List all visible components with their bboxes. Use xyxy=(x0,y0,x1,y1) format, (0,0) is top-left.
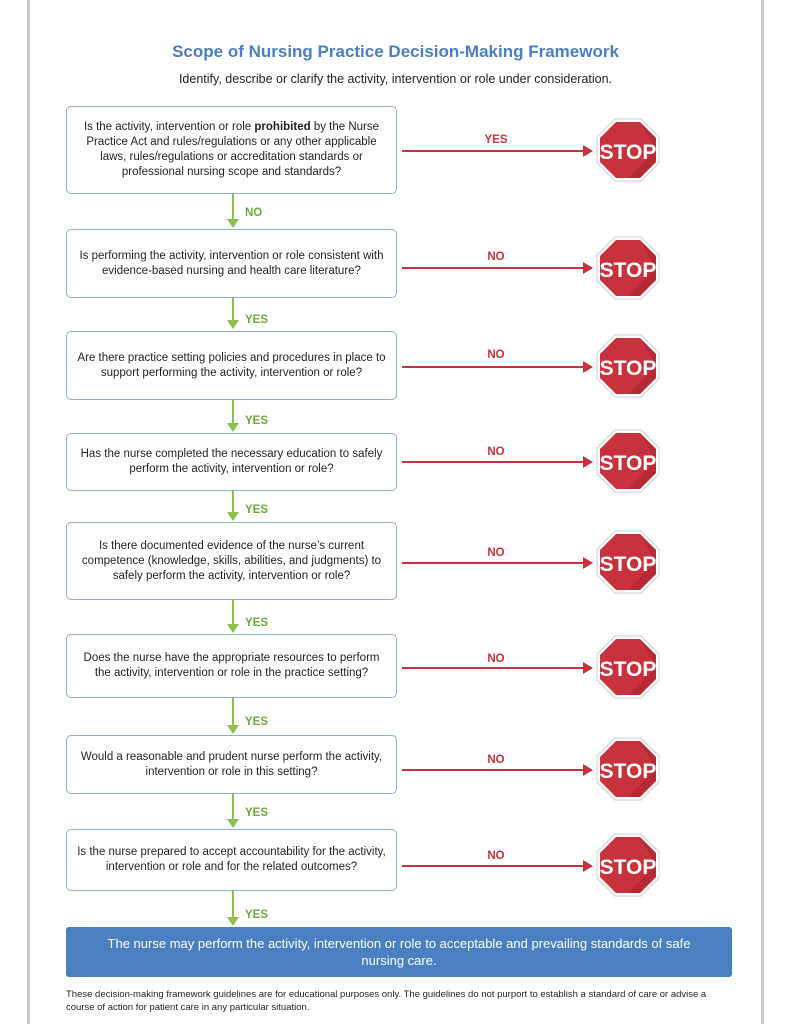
down-label-5: YES xyxy=(245,617,269,629)
down-arrow-head-3 xyxy=(227,423,239,432)
down-arrow-head-5 xyxy=(227,624,239,633)
side-label-3: NO xyxy=(487,349,505,361)
side-arrow-line-4 xyxy=(402,461,584,463)
side-label-2: NO xyxy=(487,251,505,263)
stop-sign-icon xyxy=(596,429,660,493)
disclaimer-text: These decision-making framework guidelines are for educational purposes only. The guidelines do not purport to establish a standard of care or advise a course of action for patient care in any particular situation. xyxy=(66,989,707,1013)
stop-sign-icon xyxy=(596,118,660,182)
question-box-5 xyxy=(66,522,397,600)
side-arrow-line-2 xyxy=(402,267,584,269)
stop-sign-icon xyxy=(596,530,660,594)
svg-text:STOP: STOP xyxy=(599,259,657,282)
question-box-4 xyxy=(66,433,397,491)
down-arrow-line-1 xyxy=(232,194,234,220)
stop-sign-icon xyxy=(596,236,660,300)
question-box-1 xyxy=(66,106,397,194)
side-label-6: NO xyxy=(487,653,505,665)
side-arrow-head-8 xyxy=(583,860,593,872)
question-text-1: Is the activity, intervention or role prohibited by the Nurse Practice Act and rules/regulations or any other applicable laws, rules/regulations or accreditation standards or professional nursing scope and standards? xyxy=(83,121,380,178)
page-border-left xyxy=(27,0,30,1024)
down-arrow-line-7 xyxy=(232,794,234,820)
down-arrow-line-8 xyxy=(232,891,234,918)
side-arrow-head-4 xyxy=(583,456,593,468)
down-arrow-line-5 xyxy=(232,600,234,625)
question-text-4: Has the nurse completed the necessary education to safely perform the activity, intervention or role? xyxy=(80,448,383,475)
question-box-6 xyxy=(66,634,397,698)
down-label-7: YES xyxy=(245,807,269,819)
prohibited-emphasis: prohibited xyxy=(254,121,311,133)
svg-text:STOP: STOP xyxy=(599,760,657,783)
down-arrow-line-4 xyxy=(232,491,234,513)
svg-text:STOP: STOP xyxy=(599,658,657,681)
side-label-8: NO xyxy=(487,850,505,862)
result-box xyxy=(66,927,732,977)
side-arrow-head-5 xyxy=(583,557,593,569)
down-arrow-head-6 xyxy=(227,725,239,734)
side-arrow-head-6 xyxy=(583,662,593,674)
svg-text:STOP: STOP xyxy=(599,357,657,380)
down-arrow-line-6 xyxy=(232,698,234,726)
page-subtitle: Identify, describe or clarify the activity, intervention or role under consideration. xyxy=(178,72,613,86)
side-arrow-line-5 xyxy=(402,562,584,564)
stop-sign-icon xyxy=(596,334,660,398)
question-text-5: Is there documented evidence of the nurse’s current competence (knowledge, skills, abilities, and judgments) to safely perform the activity, intervention or role? xyxy=(81,539,382,582)
question-box-3 xyxy=(66,331,397,400)
side-label-4: NO xyxy=(487,446,505,458)
question-box-2 xyxy=(66,229,397,298)
side-label-1: YES xyxy=(484,134,508,146)
side-label-7: NO xyxy=(487,754,505,766)
down-arrow-head-8 xyxy=(227,917,239,926)
down-arrow-head-2 xyxy=(227,320,239,329)
side-arrow-head-2 xyxy=(583,262,593,274)
down-label-6: YES xyxy=(245,716,269,728)
result-text: The nurse may perform the activity, intervention or role to acceptable and prevailing standards of safe nursing care. xyxy=(107,936,691,968)
side-arrow-line-3 xyxy=(402,366,584,368)
side-arrow-head-1 xyxy=(583,145,593,157)
side-arrow-line-6 xyxy=(402,667,584,669)
down-arrow-line-3 xyxy=(232,400,234,424)
down-arrow-head-4 xyxy=(227,512,239,521)
side-arrow-line-8 xyxy=(402,865,584,867)
svg-text:STOP: STOP xyxy=(599,141,657,164)
side-arrow-line-1 xyxy=(402,150,584,152)
down-arrow-head-7 xyxy=(227,819,239,828)
question-text-6: Does the nurse have the appropriate resources to perform the activity, intervention or role in the practice setting? xyxy=(83,652,380,679)
question-text-3: Are there practice setting policies and procedures in place to support performing the activity, intervention or role? xyxy=(77,351,386,379)
down-label-1: NO xyxy=(245,207,263,219)
question-box-7 xyxy=(66,735,397,794)
svg-text:STOP: STOP xyxy=(599,856,657,879)
svg-text:STOP: STOP xyxy=(599,452,657,475)
page-title: Scope of Nursing Practice Decision-Making Framework xyxy=(172,42,619,61)
down-arrow-head-1 xyxy=(227,219,239,228)
stop-sign-icon xyxy=(596,833,660,897)
question-box-8 xyxy=(66,829,397,891)
side-arrow-line-7 xyxy=(402,769,584,771)
side-label-5: NO xyxy=(487,547,505,559)
side-arrow-head-7 xyxy=(583,764,593,776)
question-text-8: Is the nurse prepared to accept accountability for the activity, intervention or role and for the related outcomes? xyxy=(77,846,386,873)
page-border-right xyxy=(761,0,764,1024)
question-text-7: Would a reasonable and prudent nurse perform the activity, intervention or role in this setting? xyxy=(80,750,383,778)
svg-text:STOP: STOP xyxy=(599,553,657,576)
down-arrow-line-2 xyxy=(232,298,234,320)
down-label-4: YES xyxy=(245,504,269,516)
down-label-3: YES xyxy=(245,415,269,427)
question-text-2: Is performing the activity, intervention or role consistent with evidence-based nursing and health care literature? xyxy=(79,249,384,277)
down-label-8: YES xyxy=(245,909,269,921)
stop-sign-icon xyxy=(596,737,660,801)
stop-sign-icon xyxy=(596,635,660,699)
side-arrow-head-3 xyxy=(583,361,593,373)
down-label-2: YES xyxy=(245,314,269,326)
